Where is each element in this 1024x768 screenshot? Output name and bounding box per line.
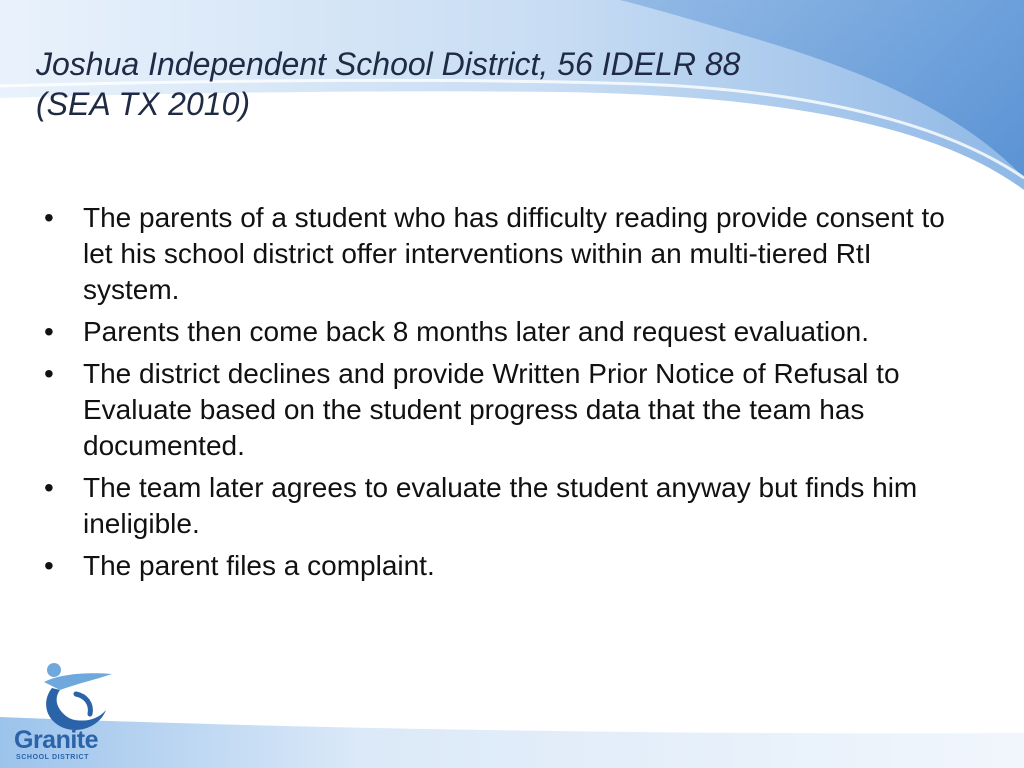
bullet-text: The district declines and provide Written Prior Notice of Refusal to Evaluate based on the student progress data that the team has documented. [83, 358, 900, 461]
bullet-text: The team later agrees to evaluate the student anyway but finds him ineligible. [83, 472, 918, 539]
granite-logo [14, 660, 124, 764]
bullet-item [0, 314, 960, 350]
bullet-dot-icon: • [44, 472, 54, 503]
bullet-list [0, 200, 960, 590]
bullet-text: The parents of a student who has difficulty reading provide consent to let his school district offer interventions within an multi-tiered RtI system. [83, 202, 945, 305]
slide-title [36, 44, 896, 124]
logo-name: Granite [14, 726, 99, 754]
bullet-item [0, 200, 960, 308]
bullet-text: Parents then come back 8 months later and request evaluation. [83, 316, 870, 347]
bullet-dot-icon: • [44, 202, 54, 233]
bullet-dot-icon: • [44, 358, 54, 389]
bullet-dot-icon: • [44, 316, 54, 347]
bullet-dot-icon: • [44, 550, 54, 581]
title-line-2: (SEA TX 2010) [36, 86, 251, 122]
logo-subtitle: SCHOOL DISTRICT [16, 754, 90, 761]
bullet-item [0, 356, 960, 464]
bullet-text: The parent files a complaint. [83, 550, 435, 581]
bullet-item [0, 470, 960, 542]
title-line-1: Joshua Independent School District, 56 IDELR 88 [36, 46, 741, 82]
bullet-item [0, 548, 960, 584]
granite-figure-icon [30, 660, 118, 732]
bottom-band-decoration [0, 698, 1024, 768]
